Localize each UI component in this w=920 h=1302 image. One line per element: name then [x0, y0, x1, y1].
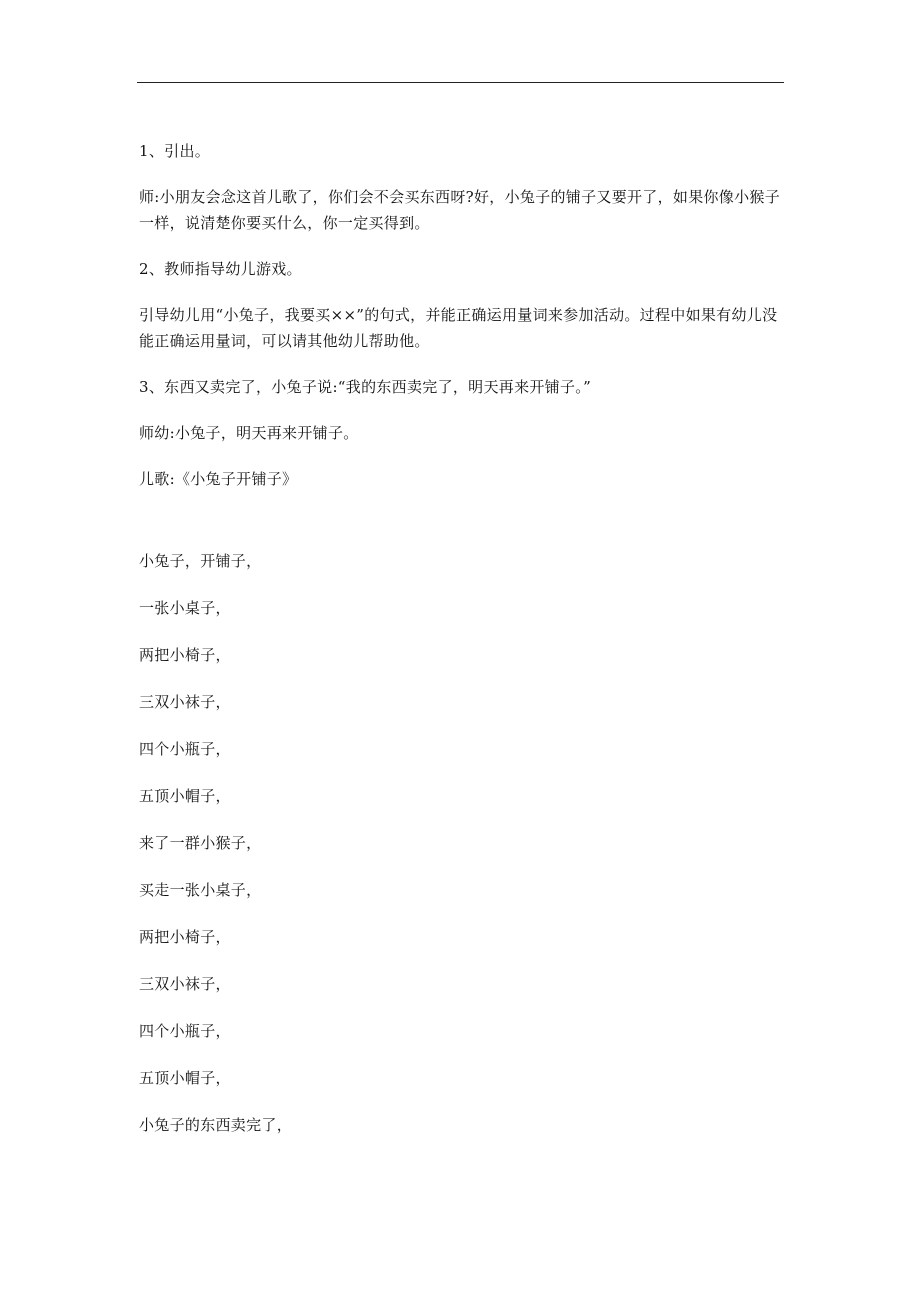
poem-line: 一张小桌子，	[139, 599, 231, 617]
poem	[139, 548, 787, 1138]
header-rule	[137, 82, 784, 83]
poem-line: 小兔子，开铺子，	[139, 552, 262, 570]
poem-title: 儿歌:《小兔子开铺子》	[139, 470, 298, 488]
paragraph-guidance: 引导幼儿用“小兔子，我要买××”的句式，并能正确运用量词来参加活动。过程中如果有幼儿没能正确运用量词，可以请其他幼儿帮助他。	[139, 306, 778, 350]
poem-line: 小兔子的东西卖完了，	[139, 1116, 293, 1134]
poem-line: 买走一张小桌子，	[139, 881, 262, 899]
paragraph-teacher-intro: 师:小朋友会念这首儿歌了，你们会不会买东西呀?好，小兔子的铺子又要开了，如果你像小猴子一样，说清楚你要买什么，你一定买得到。	[139, 188, 780, 232]
poem-line: 四个小瓶子，	[139, 1022, 231, 1040]
poem-line: 来了一群小猴子，	[139, 834, 262, 852]
poem-line: 两把小椅子，	[139, 928, 231, 946]
paragraph-teacher-child: 师幼:小兔子，明天再来开铺子。	[139, 424, 359, 442]
paragraph-step-3: 3、东西又卖完了，小兔子说:“我的东西卖完了，明天再来开铺子。”	[139, 378, 592, 396]
poem-line: 三双小袜子，	[139, 975, 231, 993]
paragraph-step-1: 1、引出。	[139, 142, 211, 160]
poem-line: 四个小瓶子，	[139, 740, 231, 758]
document-body	[139, 138, 787, 1138]
paragraph-step-2: 2、教师指导幼儿游戏。	[139, 260, 302, 278]
poem-line: 两把小椅子，	[139, 646, 231, 664]
poem-line: 五顶小帽子，	[139, 787, 231, 805]
poem-line: 五顶小帽子，	[139, 1069, 231, 1087]
poem-line: 三双小袜子，	[139, 693, 231, 711]
